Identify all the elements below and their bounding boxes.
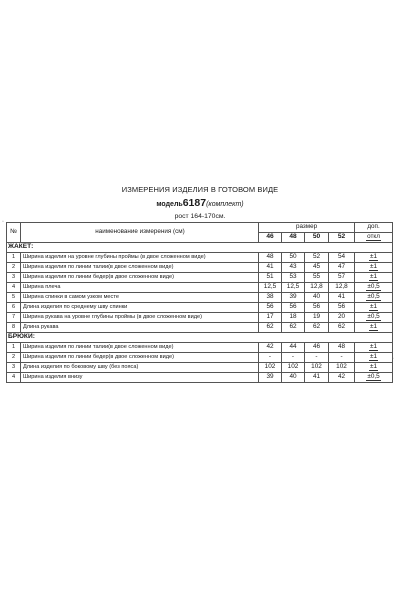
header-row-1 bbox=[7, 223, 393, 233]
size-value: 20 bbox=[329, 313, 355, 323]
size-value: 12,5 bbox=[259, 283, 282, 293]
size-value: 102 bbox=[329, 363, 355, 373]
row-number: 1 bbox=[7, 253, 21, 263]
measurement-name: Ширина спинки в самом узком месте bbox=[21, 293, 259, 303]
size-value: 40 bbox=[305, 293, 329, 303]
tolerance-cell bbox=[355, 283, 393, 293]
tolerance-value: ±0,5 bbox=[367, 283, 380, 291]
tolerance-cell bbox=[355, 353, 393, 363]
height-range: рост 164-170см. bbox=[174, 213, 226, 220]
tolerance-cell bbox=[355, 373, 393, 383]
measurement-name: Ширина рукава на уровне глубины проймы (в двое сложенном виде) bbox=[21, 313, 259, 323]
size-value: 38 bbox=[259, 293, 282, 303]
tolerance-cell bbox=[355, 323, 393, 333]
tolerance-value: ±1 bbox=[370, 353, 378, 361]
tolerance-value: ±0,5 bbox=[367, 313, 380, 321]
row-number: 6 bbox=[7, 303, 21, 313]
tolerance-cell bbox=[355, 343, 393, 353]
tolerance-cell bbox=[355, 363, 393, 373]
size-value: 44 bbox=[282, 343, 305, 353]
row-number: 3 bbox=[7, 273, 21, 283]
table-row bbox=[7, 253, 393, 263]
model-note: (комплект) bbox=[206, 201, 244, 208]
size-value: 41 bbox=[259, 263, 282, 273]
row-number: 2 bbox=[7, 353, 21, 363]
table-row bbox=[7, 303, 393, 313]
size-value: 62 bbox=[282, 323, 305, 333]
tolerance-cell bbox=[355, 313, 393, 323]
size-value: 56 bbox=[259, 303, 282, 313]
size-value: 62 bbox=[305, 323, 329, 333]
table-row bbox=[7, 263, 393, 273]
size-header: 48 bbox=[282, 233, 305, 243]
tolerance-value: ±1 bbox=[370, 343, 378, 351]
table-row bbox=[7, 363, 393, 373]
table-row bbox=[7, 313, 393, 323]
size-value: 39 bbox=[282, 293, 305, 303]
row-number: 1 bbox=[7, 343, 21, 353]
measurement-name: Ширина изделия по линии талии(в двое сложенном виде) bbox=[21, 343, 259, 353]
tolerance-cell bbox=[355, 293, 393, 303]
measurement-name: Ширина изделия внизу bbox=[21, 373, 259, 383]
model-number: 6187 bbox=[182, 197, 207, 209]
size-value: 12,8 bbox=[329, 283, 355, 293]
size-value: 56 bbox=[329, 303, 355, 313]
measurement-name: Ширина изделия по линии бедер(в двое сложенном виде) bbox=[21, 353, 259, 363]
table-row bbox=[7, 273, 393, 283]
table-anchor-icon: ▫ bbox=[2, 219, 4, 225]
size-header: 50 bbox=[305, 233, 329, 243]
row-number: 4 bbox=[7, 283, 21, 293]
size-value: 47 bbox=[329, 263, 355, 273]
row-number: 8 bbox=[7, 323, 21, 333]
size-value: 56 bbox=[282, 303, 305, 313]
size-value: 56 bbox=[305, 303, 329, 313]
table-row bbox=[7, 293, 393, 303]
size-value: - bbox=[329, 353, 355, 363]
size-value: 102 bbox=[305, 363, 329, 373]
size-value: 43 bbox=[282, 263, 305, 273]
size-value: 45 bbox=[305, 263, 329, 273]
table-row bbox=[7, 373, 393, 383]
size-value: 48 bbox=[329, 343, 355, 353]
measurement-name: Ширина изделия на уровне глубины проймы (в двое сложенном виде) bbox=[21, 253, 259, 263]
col-size-header: размер bbox=[259, 223, 355, 233]
size-value: 39 bbox=[259, 373, 282, 383]
tolerance-value: ±0,5 bbox=[367, 373, 380, 381]
size-value: - bbox=[259, 353, 282, 363]
size-value: 42 bbox=[259, 343, 282, 353]
row-number: 3 bbox=[7, 363, 21, 373]
size-value: 48 bbox=[259, 253, 282, 263]
section-title: БРЮКИ: bbox=[7, 333, 393, 343]
size-value: 17 bbox=[259, 313, 282, 323]
measurement-name: Длина рукава bbox=[21, 323, 259, 333]
size-value: - bbox=[282, 353, 305, 363]
row-number: 7 bbox=[7, 313, 21, 323]
size-value: 55 bbox=[305, 273, 329, 283]
measurement-name: Длина изделия по среднему шву спинки bbox=[21, 303, 259, 313]
size-value: 46 bbox=[305, 343, 329, 353]
row-number: 5 bbox=[7, 293, 21, 303]
size-value: 40 bbox=[282, 373, 305, 383]
size-value: 57 bbox=[329, 273, 355, 283]
table-row bbox=[7, 283, 393, 293]
measurements-table bbox=[6, 222, 393, 383]
size-value: 54 bbox=[329, 253, 355, 263]
size-value: 12,5 bbox=[282, 283, 305, 293]
size-value: 41 bbox=[329, 293, 355, 303]
table-resize-icon: ▫ bbox=[392, 356, 394, 362]
section-row bbox=[7, 243, 393, 253]
table-row bbox=[7, 323, 393, 333]
measurement-name: Ширина изделия по линии бедер(в двое сложенном виде) bbox=[21, 273, 259, 283]
tolerance-cell bbox=[355, 303, 393, 313]
size-value: 102 bbox=[259, 363, 282, 373]
size-value: 51 bbox=[259, 273, 282, 283]
size-value: 53 bbox=[282, 273, 305, 283]
col-tol-header-2: откл bbox=[355, 233, 393, 243]
tolerance-cell bbox=[355, 263, 393, 273]
size-value: 62 bbox=[259, 323, 282, 333]
model-label: модель bbox=[156, 201, 183, 208]
size-value: 52 bbox=[305, 253, 329, 263]
size-value: 41 bbox=[305, 373, 329, 383]
size-value: 102 bbox=[282, 363, 305, 373]
size-value: 62 bbox=[329, 323, 355, 333]
tolerance-cell bbox=[355, 273, 393, 283]
size-value: 19 bbox=[305, 313, 329, 323]
size-header: 52 bbox=[329, 233, 355, 243]
tolerance-value: ±1 bbox=[370, 363, 378, 371]
col-num-header: № bbox=[7, 223, 21, 243]
size-header: 46 bbox=[259, 233, 282, 243]
document-title: ИЗМЕРЕНИЯ ИЗДЕЛИЯ В ГОТОВОМ ВИДЕ bbox=[121, 185, 279, 194]
size-value: - bbox=[305, 353, 329, 363]
tolerance-value: ±1 bbox=[370, 323, 378, 331]
section-row bbox=[7, 333, 393, 343]
tolerance-value: ±1 bbox=[370, 253, 378, 261]
row-number: 2 bbox=[7, 263, 21, 273]
tolerance-value: ±0,5 bbox=[367, 293, 380, 301]
section-title: ЖАКЕТ: bbox=[7, 243, 393, 253]
measurement-name: Длина изделия по боковому шву (без пояса) bbox=[21, 363, 259, 373]
tolerance-value: ±1 bbox=[370, 303, 378, 311]
measurement-name: Ширина плеча bbox=[21, 283, 259, 293]
size-value: 12,8 bbox=[305, 283, 329, 293]
col-tol-header-1: доп. bbox=[355, 223, 393, 233]
row-number: 4 bbox=[7, 373, 21, 383]
tolerance-value: ±1 bbox=[370, 263, 378, 271]
size-value: 42 bbox=[329, 373, 355, 383]
table-row bbox=[7, 343, 393, 353]
col-name-header: наименование измерения (см) bbox=[21, 223, 259, 243]
size-value: 50 bbox=[282, 253, 305, 263]
size-value: 18 bbox=[282, 313, 305, 323]
tolerance-value: ±1 bbox=[370, 273, 378, 281]
measurement-name: Ширина изделия по линии талии(в двое сложенном виде) bbox=[21, 263, 259, 273]
tolerance-cell bbox=[355, 253, 393, 263]
table-row bbox=[7, 353, 393, 363]
model-line bbox=[0, 197, 400, 209]
